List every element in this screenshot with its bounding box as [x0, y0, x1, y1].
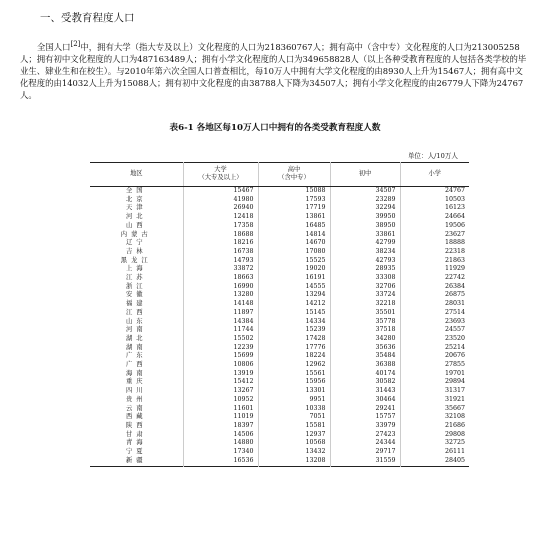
- highschool-cell: 7051: [258, 413, 330, 422]
- middle-cell: 42799: [330, 239, 400, 248]
- table-row: [90, 231, 469, 240]
- university-cell: 16990: [183, 283, 258, 292]
- university-cell: 13267: [183, 387, 258, 396]
- highschool-cell: 15239: [258, 326, 330, 335]
- table-row: [90, 352, 469, 361]
- middle-cell: 35501: [330, 309, 400, 318]
- paragraph-text-after-note: 中，拥有大学（指大专及以上）文化程度的人口为218360767人；拥有高中（含中专）文化程度的人口为213005258人；拥有初中文化程度的人口为487163489人；拥有小学文化程度的人口为349658828人（以上各种受教育程度的人包括各类学校的毕业生、肄业生和在校生）。与2010年第六次全国人口普查相比，每10万人中拥有大学文化程度的由8930人上升为15467人；拥有高中文化程度的由14032人上升为15088人；拥有初中文化程度的由38788人下降为34507人；拥有小学文化程度的由26779人下降为24767人。: [20, 41, 527, 100]
- highschool-cell: 15088: [258, 187, 330, 196]
- primary-cell: 28031: [400, 300, 469, 309]
- primary-cell: 23693: [400, 318, 469, 327]
- primary-cell: 10503: [400, 196, 469, 205]
- primary-cell: 18888: [400, 239, 469, 248]
- table-row: [90, 405, 469, 414]
- university-cell: 12418: [183, 213, 258, 222]
- primary-cell: 29894: [400, 378, 469, 387]
- highschool-cell: 12962: [258, 361, 330, 370]
- region-cell: 湖南: [125, 343, 147, 351]
- table-row: [90, 274, 469, 283]
- highschool-cell: 15561: [258, 370, 330, 379]
- region-cell: 四川: [125, 387, 147, 395]
- middle-cell: 27423: [330, 431, 400, 440]
- middle-cell: 33308: [330, 274, 400, 283]
- middle-cell: 23289: [330, 196, 400, 205]
- middle-cell: 42793: [330, 257, 400, 266]
- primary-cell: 24557: [400, 326, 469, 335]
- primary-cell: 27514: [400, 309, 469, 318]
- university-cell: 14384: [183, 318, 258, 327]
- table-row: [90, 309, 469, 318]
- middle-cell: 35636: [330, 344, 400, 353]
- region-cell: 吉林: [125, 247, 147, 255]
- region-cell: 重庆: [125, 378, 147, 386]
- primary-cell: 29808: [400, 431, 469, 440]
- footnote-link[interactable]: [2]: [70, 40, 81, 48]
- table-row: [90, 248, 469, 257]
- university-cell: 18688: [183, 231, 258, 240]
- university-cell: 15412: [183, 378, 258, 387]
- table-row: [90, 291, 469, 300]
- highschool-cell: 17776: [258, 344, 330, 353]
- highschool-cell: 15956: [258, 378, 330, 387]
- middle-cell: 33724: [330, 291, 400, 300]
- primary-cell: 24767: [400, 187, 469, 196]
- middle-cell: 32294: [330, 204, 400, 213]
- middle-cell: 31559: [330, 457, 400, 466]
- highschool-cell: 16485: [258, 222, 330, 231]
- university-cell: 17340: [183, 448, 258, 457]
- region-cell: 河南: [125, 326, 147, 334]
- university-cell: 16738: [183, 248, 258, 257]
- region-cell: 浙江: [125, 282, 147, 290]
- region-cell: 云南: [125, 404, 147, 412]
- primary-cell: 31317: [400, 387, 469, 396]
- section-heading: 一、受教育程度人口: [40, 12, 135, 24]
- university-cell: 13919: [183, 370, 258, 379]
- region-cell: 西藏: [125, 413, 147, 421]
- university-cell: 33872: [183, 265, 258, 274]
- middle-cell: 33979: [330, 422, 400, 431]
- highschool-cell: 13861: [258, 213, 330, 222]
- university-cell: 10806: [183, 361, 258, 370]
- primary-cell: 28405: [400, 457, 469, 466]
- highschool-cell: 13301: [258, 387, 330, 396]
- region-cell: 黑龙江: [120, 256, 152, 264]
- region-cell: 广东: [125, 352, 147, 360]
- region-cell: 河北: [125, 213, 147, 221]
- region-cell: 新疆: [125, 456, 147, 464]
- table-row: [90, 239, 469, 248]
- primary-cell: 11929: [400, 265, 469, 274]
- table-row: [90, 265, 469, 274]
- region-cell: 天津: [125, 204, 147, 212]
- header-highschool-line2: （含中专）: [278, 174, 310, 181]
- table-row: [90, 413, 469, 422]
- region-cell: 甘肃: [125, 430, 147, 438]
- primary-cell: 22318: [400, 248, 469, 257]
- region-cell: 全国: [125, 187, 147, 194]
- primary-cell: 21686: [400, 422, 469, 431]
- region-cell: 贵州: [125, 395, 147, 403]
- university-cell: 15467: [183, 187, 258, 196]
- middle-cell: 29717: [330, 448, 400, 457]
- region-cell: 广西: [125, 361, 147, 369]
- university-cell: 16536: [183, 457, 258, 466]
- region-cell: 内蒙古: [120, 230, 152, 238]
- primary-cell: 25214: [400, 344, 469, 353]
- region-cell: 湖北: [125, 334, 147, 342]
- region-cell: 青海: [125, 439, 147, 447]
- middle-cell: 40174: [330, 370, 400, 379]
- university-cell: 14148: [183, 300, 258, 309]
- highschool-cell: 17080: [258, 248, 330, 257]
- middle-cell: 30464: [330, 396, 400, 405]
- primary-cell: 21863: [400, 257, 469, 266]
- highschool-cell: 12937: [258, 431, 330, 440]
- middle-cell: 28935: [330, 265, 400, 274]
- primary-cell: 26111: [400, 448, 469, 457]
- region-cell: 海南: [125, 369, 147, 377]
- region-cell: 山东: [125, 317, 147, 325]
- primary-cell: 20676: [400, 352, 469, 361]
- highschool-cell: 15145: [258, 309, 330, 318]
- region-cell: 宁夏: [125, 448, 147, 456]
- university-cell: 18397: [183, 422, 258, 431]
- university-cell: 26940: [183, 204, 258, 213]
- primary-cell: 19506: [400, 222, 469, 231]
- region-cell: 北京: [125, 195, 147, 203]
- primary-cell: 24664: [400, 213, 469, 222]
- middle-cell: 34280: [330, 335, 400, 344]
- region-cell: 福建: [125, 300, 147, 308]
- university-cell: 11744: [183, 326, 258, 335]
- table-row: [90, 326, 469, 335]
- highschool-cell: 10568: [258, 439, 330, 448]
- primary-cell: 23520: [400, 335, 469, 344]
- table-row: [90, 335, 469, 344]
- primary-cell: 26384: [400, 283, 469, 292]
- region-cell: 江西: [125, 308, 147, 316]
- header-university: [183, 163, 258, 187]
- university-cell: 41980: [183, 196, 258, 205]
- university-cell: 14793: [183, 257, 258, 266]
- middle-cell: 36388: [330, 361, 400, 370]
- primary-cell: 26875: [400, 291, 469, 300]
- highschool-cell: 17428: [258, 335, 330, 344]
- university-cell: 12239: [183, 344, 258, 353]
- primary-cell: 32725: [400, 439, 469, 448]
- table-body: [90, 187, 469, 467]
- highschool-cell: 15581: [258, 422, 330, 431]
- primary-cell: 27855: [400, 361, 469, 370]
- middle-cell: 35484: [330, 352, 400, 361]
- highschool-cell: 9951: [258, 396, 330, 405]
- table-row: [90, 204, 469, 213]
- middle-cell: 34507: [330, 187, 400, 196]
- region-cell: 山西: [125, 221, 147, 229]
- paragraph-text-before-note: 全国人口: [37, 41, 71, 52]
- university-cell: 17358: [183, 222, 258, 231]
- university-cell: 15502: [183, 335, 258, 344]
- highschool-cell: 16191: [258, 274, 330, 283]
- table-row: [90, 457, 469, 466]
- highschool-cell: 13294: [258, 291, 330, 300]
- university-cell: 18216: [183, 239, 258, 248]
- primary-cell: 22742: [400, 274, 469, 283]
- highschool-cell: 14814: [258, 231, 330, 240]
- primary-cell: 19701: [400, 370, 469, 379]
- middle-cell: 32706: [330, 283, 400, 292]
- primary-cell: 23627: [400, 231, 469, 240]
- highschool-cell: 18224: [258, 352, 330, 361]
- university-cell: 10952: [183, 396, 258, 405]
- highschool-cell: 14670: [258, 239, 330, 248]
- table-caption: 表6-1 各地区每10万人口中拥有的各类受教育程度人数: [169, 123, 381, 133]
- region-cell: 江苏: [125, 274, 147, 282]
- table-row: [90, 213, 469, 222]
- university-cell: 18663: [183, 274, 258, 283]
- highschool-cell: 10338: [258, 405, 330, 414]
- header-highschool: [258, 163, 330, 187]
- highschool-cell: 13432: [258, 448, 330, 457]
- table-row: [90, 448, 469, 457]
- region-cell: 陕西: [125, 421, 147, 429]
- university-cell: 15699: [183, 352, 258, 361]
- header-university-line1: 大学: [214, 166, 227, 173]
- highschool-cell: 14555: [258, 283, 330, 292]
- highschool-cell: 19020: [258, 265, 330, 274]
- header-primary: 小学: [400, 163, 469, 187]
- middle-cell: 38234: [330, 248, 400, 257]
- header-highschool-line1: 高中: [287, 166, 301, 173]
- primary-cell: 16123: [400, 204, 469, 213]
- table-row: [90, 378, 469, 387]
- header-university-line2: （大专及以上）: [198, 174, 243, 181]
- table-row: [90, 422, 469, 431]
- region-cell: 辽宁: [125, 239, 147, 247]
- highschool-cell: 14334: [258, 318, 330, 327]
- intro-paragraph: [20, 38, 528, 101]
- middle-cell: 30582: [330, 378, 400, 387]
- table-row: [90, 361, 469, 370]
- primary-cell: 35667: [400, 405, 469, 414]
- middle-cell: 37518: [330, 326, 400, 335]
- middle-cell: 24344: [330, 439, 400, 448]
- education-table: [90, 162, 469, 467]
- university-cell: 11897: [183, 309, 258, 318]
- region-cell: 上海: [125, 265, 147, 273]
- table-row: [90, 187, 469, 196]
- highschool-cell: 14212: [258, 300, 330, 309]
- middle-cell: 38950: [330, 222, 400, 231]
- middle-cell: 31443: [330, 387, 400, 396]
- table-row: [90, 387, 469, 396]
- unit-note: 单位：人/10万人: [407, 152, 458, 160]
- university-cell: 13280: [183, 291, 258, 300]
- university-cell: 14880: [183, 439, 258, 448]
- region-cell: 安徽: [125, 291, 147, 299]
- highschool-cell: 15525: [258, 257, 330, 266]
- university-cell: 14506: [183, 431, 258, 440]
- table-row: [90, 222, 469, 231]
- highschool-cell: 13208: [258, 457, 330, 466]
- table-row: [90, 439, 469, 448]
- middle-cell: 29241: [330, 405, 400, 414]
- primary-cell: 31921: [400, 396, 469, 405]
- table-header-row: [90, 163, 469, 187]
- primary-cell: 32108: [400, 413, 469, 422]
- table-row: [90, 396, 469, 405]
- university-cell: 11601: [183, 405, 258, 414]
- table-row: [90, 300, 469, 309]
- middle-cell: 32218: [330, 300, 400, 309]
- header-middle: 初中: [330, 163, 400, 187]
- header-region: 地区: [90, 163, 183, 187]
- highschool-cell: 17593: [258, 196, 330, 205]
- university-cell: 11019: [183, 413, 258, 422]
- highschool-cell: 17719: [258, 204, 330, 213]
- middle-cell: 15757: [330, 413, 400, 422]
- table-row: [90, 318, 469, 327]
- middle-cell: 35778: [330, 318, 400, 327]
- middle-cell: 39950: [330, 213, 400, 222]
- middle-cell: 33861: [330, 231, 400, 240]
